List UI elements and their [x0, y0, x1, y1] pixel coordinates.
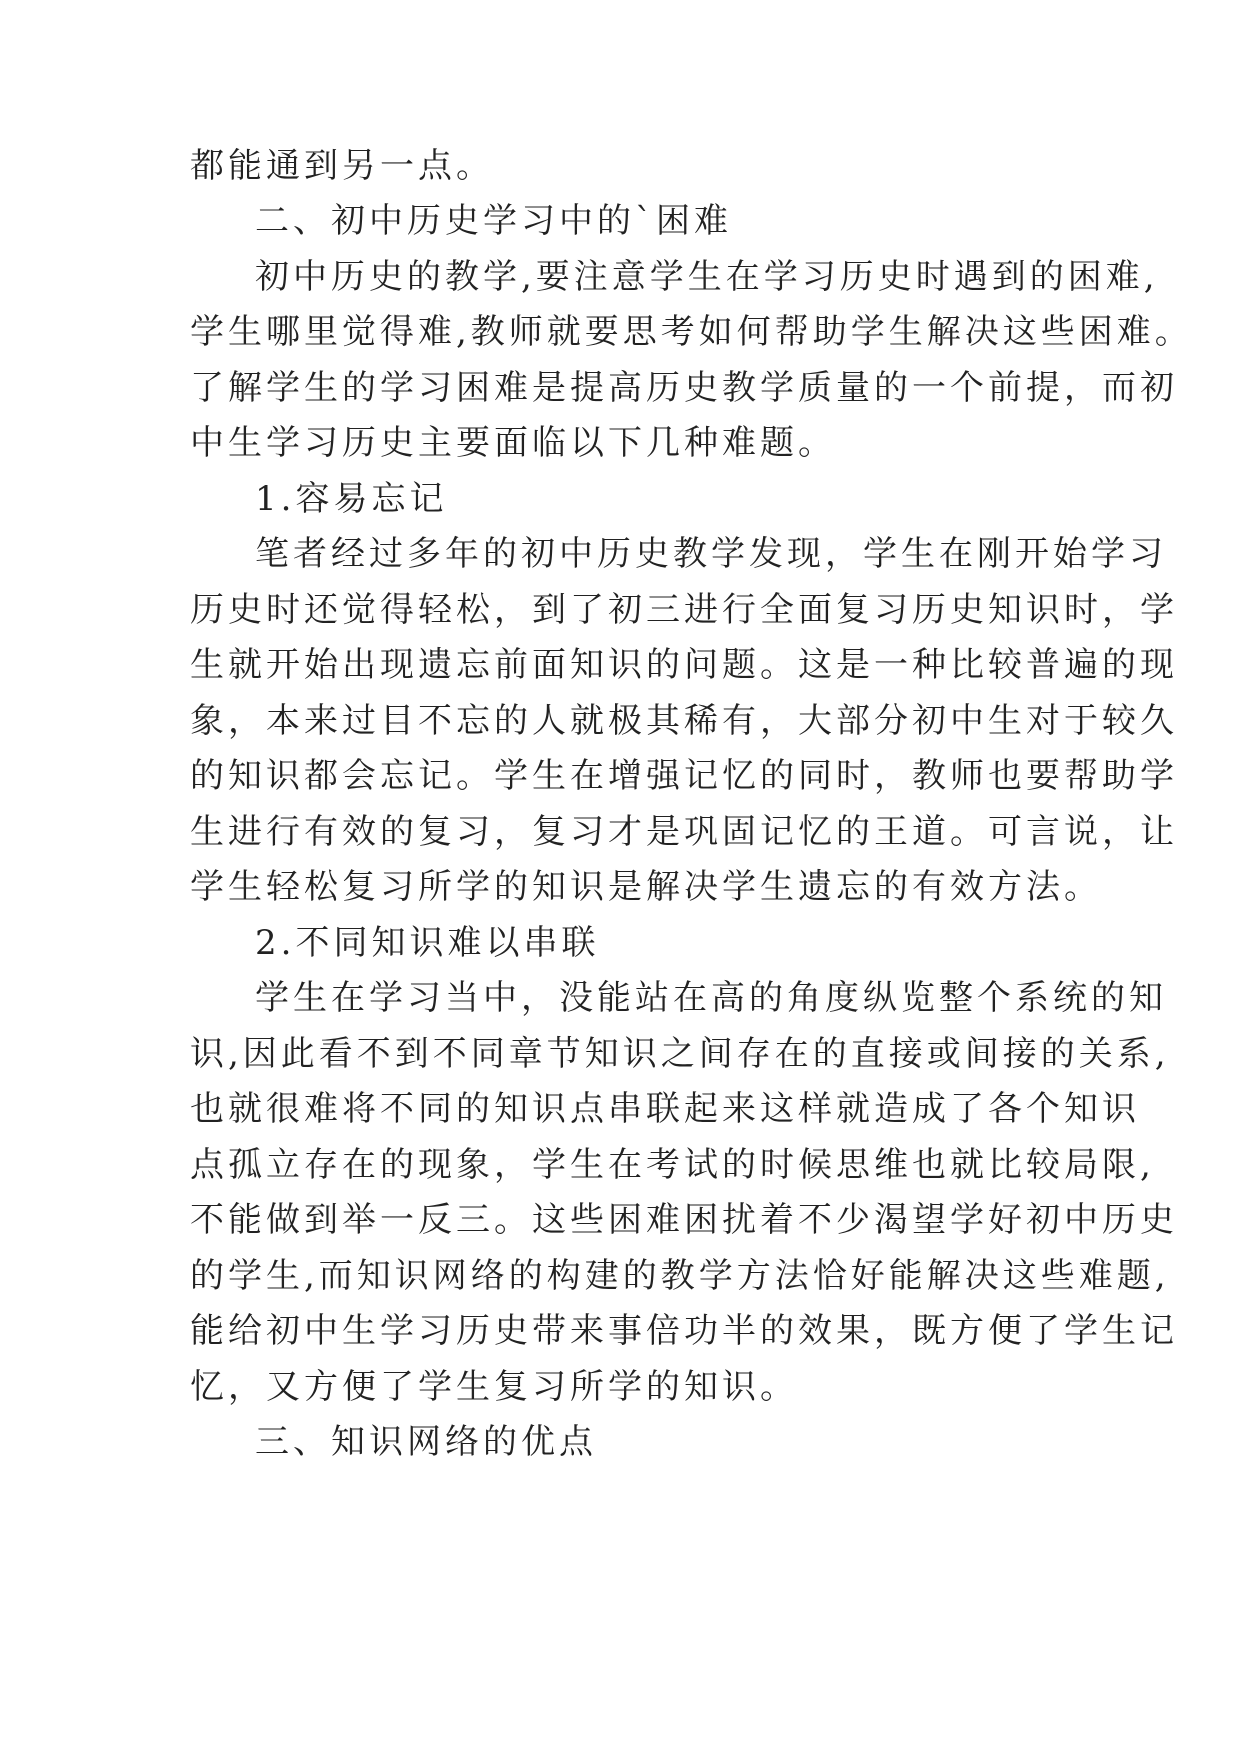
paragraph-line: 生就开始出现遗忘前面知识的问题。这是一种比较普遍的现: [190, 645, 1178, 685]
paragraph-line: 的知识都会忘记。学生在增强记忆的同时，教师也要帮助学: [190, 756, 1178, 796]
subsection-heading: 2.不同知识难以串联: [255, 923, 600, 963]
section-heading: 三、知识网络的优点: [255, 1422, 597, 1462]
paragraph-line: 识,因此看不到不同章节知识之间存在的直接或间接的关系,: [190, 1034, 1170, 1074]
paragraph-line: 点孤立存在的现象，学生在考试的时候思维也就比较局限,: [190, 1145, 1155, 1185]
paragraph-line: 学生在学习当中，没能站在高的角度纵览整个系统的知: [255, 978, 1167, 1018]
section-heading: 二、初中历史学习中的`困难: [255, 201, 732, 241]
paragraph-line: 初中历史的教学,要注意学生在学习历史时遇到的困难,: [255, 257, 1159, 297]
paragraph-line: 学生轻松复习所学的知识是解决学生遗忘的有效方法。: [190, 867, 1102, 907]
paragraph-line: 的学生,而知识网络的构建的教学方法恰好能解决这些难题,: [190, 1256, 1170, 1296]
paragraph-line: 中生学习历史主要面临以下几种难题。: [190, 423, 836, 463]
paragraph-line: 不能做到举一反三。这些困难困扰着不少渴望学好初中历史: [190, 1200, 1178, 1240]
subsection-heading: 1.容易忘记: [255, 479, 448, 519]
paragraph-line: 笔者经过多年的初中历史教学发现，学生在刚开始学习: [255, 534, 1167, 574]
paragraph-line: 生进行有效的复习，复习才是巩固记忆的王道。可言说，让: [190, 812, 1178, 852]
paragraph-line: 学生哪里觉得难,教师就要思考如何帮助学生解决这些困难。: [190, 312, 1193, 352]
paragraph-line: 忆，又方便了学生复习所学的知识。: [190, 1367, 798, 1407]
paragraph-line: 了解学生的学习困难是提高历史教学质量的一个前提，而初: [190, 368, 1178, 408]
paragraph-line: 也就很难将不同的知识点串联起来这样就造成了各个知识: [190, 1089, 1140, 1129]
paragraph-line: 象，本来过目不忘的人就极其稀有，大部分初中生对于较久: [190, 701, 1178, 741]
paragraph-line: 能给初中生学习历史带来事倍功半的效果，既方便了学生记: [190, 1311, 1178, 1351]
paragraph-line: 都能通到另一点。: [190, 146, 494, 186]
paragraph-line: 历史时还觉得轻松，到了初三进行全面复习历史知识时，学: [190, 590, 1178, 630]
